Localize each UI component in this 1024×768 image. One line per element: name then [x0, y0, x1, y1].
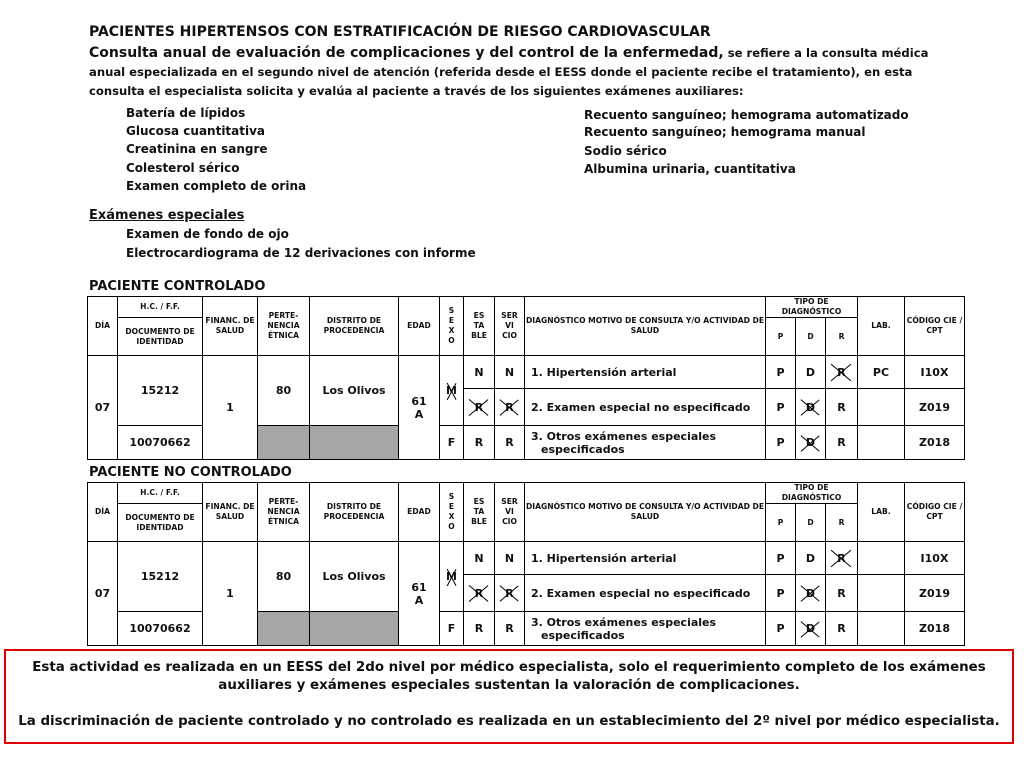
special-exam-item: Examen de fondo de ojo	[126, 227, 289, 241]
header-establecimiento: ES TA BLE	[464, 483, 495, 542]
note-line-1: Esta actividad es realizada en un EESS del 2do nivel por médico especialista, solo el requerimiento completo de los exámenes auxiliares y exámenes especiales sustentan la valoración de complicaciones.	[32, 660, 986, 693]
cell-sexo-m: M	[440, 356, 464, 426]
note-line-2: La discriminación de paciente controlado y no controlado es realizada en un establecimiento del 2º nivel por médico especialista.	[18, 714, 1000, 729]
cell-pertenencia: 80	[258, 356, 310, 426]
header-financ: FINANC. DE SALUD	[203, 483, 258, 542]
cell-codigo: I10X	[905, 542, 965, 575]
header-hc: H.C. / F.F.	[118, 483, 203, 504]
cell-diagnostico: 2. Examen especial no especificado	[525, 389, 766, 426]
header-servicio: SER VI CIO	[495, 483, 525, 542]
cell-tipo-r: R	[826, 575, 858, 612]
intro-paragraph	[89, 44, 959, 101]
cell-pertenencia: 80	[258, 542, 310, 612]
intro-text: se refiere a la consulta médica anual especializada en el segundo nivel de atención (referida desde el EESS donde el paciente recibe el tratamiento), en esta consulta el especialista solicita y evalúa al paciente a través de los siguientes exámenes auxiliares:	[89, 46, 929, 98]
header-tipo-diagnostico: TIPO DE DIAGNÓSTICO	[766, 483, 858, 504]
cell-sexo-f: F	[440, 612, 464, 646]
cell-tipo-p: P	[766, 612, 796, 646]
intro-lead: Consulta anual de evaluación de complicaciones y del control de la enfermedad,	[89, 45, 724, 61]
cell-hc: 15212	[118, 542, 203, 612]
cell-lab	[858, 575, 905, 612]
cell-tipo-r: R	[826, 426, 858, 460]
cell-diagnostico: 1. Hipertensión arterial	[525, 356, 766, 389]
exam-item: Creatinina en sangre	[126, 142, 268, 156]
cell-tipo-d-crossed: D	[796, 389, 826, 426]
header-d: D	[796, 318, 826, 356]
cell-tipo-p: P	[766, 426, 796, 460]
header-distrito: DISTRITO DE PROCEDENCIA	[310, 297, 399, 356]
cell-tipo-d: D	[796, 542, 826, 575]
cell-tipo-p: P	[766, 356, 796, 389]
exam-item: Albumina urinaria, cuantitativa	[584, 162, 796, 176]
table-heading-not-controlled: PACIENTE NO CONTROLADO	[89, 465, 292, 480]
cell-servicio: R	[495, 612, 525, 646]
header-edad: EDAD	[399, 483, 440, 542]
cell-tipo-r: R	[826, 612, 858, 646]
exam-item: Glucosa cuantitativa	[126, 124, 266, 138]
cell-hc: 15212	[118, 356, 203, 426]
cell-codigo: I10X	[905, 356, 965, 389]
cell-tipo-r-crossed: R	[826, 356, 858, 389]
cell-codigo: Z018	[905, 426, 965, 460]
header-servicio: SER VI CIO	[495, 297, 525, 356]
header-p: P	[766, 318, 796, 356]
cell-lab	[858, 426, 905, 460]
registry-table-controlled	[87, 296, 965, 460]
cell-tipo-r-crossed: R	[826, 542, 858, 575]
exam-item: Recuento sanguíneo; hemograma automatizado	[584, 108, 909, 122]
special-exam-item: Electrocardiograma de 12 derivaciones con informe	[126, 246, 476, 260]
cell-edad: 61 A	[399, 356, 440, 460]
cell-codigo: Z018	[905, 612, 965, 646]
cell-servicio: N	[495, 356, 525, 389]
header-d: D	[796, 504, 826, 542]
cell-documento: 10070662	[118, 612, 203, 646]
exam-item: Examen completo de orina	[126, 179, 307, 193]
exam-item: Recuento sanguíneo; hemograma manual	[584, 125, 866, 139]
cell-distrito: Los Olivos	[310, 356, 399, 426]
cell-diagnostico: 2. Examen especial no especificado	[525, 575, 766, 612]
document-title: PACIENTES HIPERTENSOS CON ESTRATIFICACIÓN DE RIESGO CARDIOVASCULAR	[89, 24, 711, 40]
cell-establecimiento-crossed: R	[464, 575, 495, 612]
cell-tipo-d-crossed: D	[796, 612, 826, 646]
exam-item: Batería de lípidos	[126, 106, 246, 120]
cell-tipo-d: D	[796, 356, 826, 389]
header-documento: DOCUMENTO DE IDENTIDAD	[118, 318, 203, 356]
header-distrito: DISTRITO DE PROCEDENCIA	[310, 483, 399, 542]
cell-diagnostico: 1. Hipertensión arterial	[525, 542, 766, 575]
header-hc: H.C. / F.F.	[118, 297, 203, 318]
cell-financ: 1	[203, 542, 258, 646]
header-documento: DOCUMENTO DE IDENTIDAD	[118, 504, 203, 542]
registry-table-not-controlled	[87, 482, 965, 646]
cell-establecimiento-crossed: R	[464, 389, 495, 426]
cell-edad: 61 A	[399, 542, 440, 646]
exam-item: Sodio sérico	[584, 144, 667, 158]
cell-dia: 07	[88, 542, 118, 646]
cell-pertenencia-empty	[258, 612, 310, 646]
header-sexo: S E X O	[440, 297, 464, 356]
cell-diagnostico: 3. Otros exámenes especiales especificados	[525, 612, 766, 646]
cell-documento: 10070662	[118, 426, 203, 460]
header-p: P	[766, 504, 796, 542]
header-pertenencia: PERTE-NENCIA ÉTNICA	[258, 297, 310, 356]
header-codigo: CÓDIGO CIE / CPT	[905, 297, 965, 356]
header-edad: EDAD	[399, 297, 440, 356]
exam-item: Colesterol sérico	[126, 161, 240, 175]
header-financ: FINANC. DE SALUD	[203, 297, 258, 356]
cell-tipo-p: P	[766, 389, 796, 426]
cell-pertenencia-empty	[258, 426, 310, 460]
header-dia: DÍA	[88, 297, 118, 356]
header-pertenencia: PERTE-NENCIA ÉTNICA	[258, 483, 310, 542]
cell-financ: 1	[203, 356, 258, 460]
cell-distrito-empty	[310, 612, 399, 646]
cell-codigo: Z019	[905, 389, 965, 426]
special-exams-heading: Exámenes especiales	[89, 208, 245, 223]
header-r: R	[826, 318, 858, 356]
cell-lab	[858, 612, 905, 646]
cell-diagnostico: 3. Otros exámenes especiales especificados	[525, 426, 766, 460]
cell-servicio: N	[495, 542, 525, 575]
cell-sexo-m: M	[440, 542, 464, 612]
cell-servicio: R	[495, 426, 525, 460]
cell-lab	[858, 389, 905, 426]
header-r: R	[826, 504, 858, 542]
table-heading-controlled: PACIENTE CONTROLADO	[89, 279, 266, 294]
cell-sexo-f: F	[440, 426, 464, 460]
cell-establecimiento: R	[464, 426, 495, 460]
cell-establecimiento: N	[464, 356, 495, 389]
cell-distrito-empty	[310, 426, 399, 460]
cell-establecimiento: N	[464, 542, 495, 575]
cell-tipo-p: P	[766, 542, 796, 575]
cell-tipo-d-crossed: D	[796, 426, 826, 460]
cell-tipo-r: R	[826, 389, 858, 426]
header-diagnostico: DIAGNÓSTICO MOTIVO DE CONSULTA Y/O ACTIVIDAD DE SALUD	[525, 297, 766, 356]
header-sexo: S E X O	[440, 483, 464, 542]
cell-dia: 07	[88, 356, 118, 460]
header-diagnostico: DIAGNÓSTICO MOTIVO DE CONSULTA Y/O ACTIVIDAD DE SALUD	[525, 483, 766, 542]
header-establecimiento: ES TA BLE	[464, 297, 495, 356]
cell-servicio-crossed: R	[495, 389, 525, 426]
header-dia: DÍA	[88, 483, 118, 542]
cell-distrito: Los Olivos	[310, 542, 399, 612]
cell-servicio-crossed: R	[495, 575, 525, 612]
cell-tipo-d-crossed: D	[796, 575, 826, 612]
note-box	[4, 649, 1014, 744]
cell-establecimiento: R	[464, 612, 495, 646]
header-tipo-diagnostico: TIPO DE DIAGNÓSTICO	[766, 297, 858, 318]
cell-codigo: Z019	[905, 575, 965, 612]
cell-tipo-p: P	[766, 575, 796, 612]
header-lab: LAB.	[858, 483, 905, 542]
cell-lab	[858, 542, 905, 575]
header-codigo: CÓDIGO CIE / CPT	[905, 483, 965, 542]
header-lab: LAB.	[858, 297, 905, 356]
cell-lab: PC	[858, 356, 905, 389]
